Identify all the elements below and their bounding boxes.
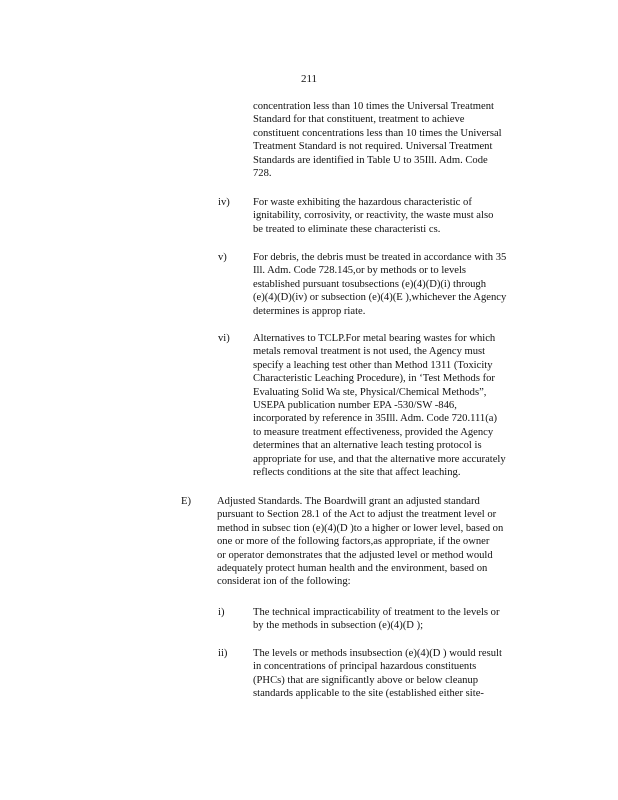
- text-line: 728.: [253, 167, 272, 179]
- text-line: Ill. Adm. Code 728.145,or by methods or to levels: [253, 265, 467, 277]
- text-line: ignitability, corrosivity, or reactivity, the waste must also: [253, 210, 494, 222]
- text-line: one or more of the following factors,as appropriate, if the owner: [217, 536, 490, 548]
- text-line: concentration less than 10 times the Universal Treatment: [253, 101, 494, 112]
- text-line: Alternatives to TCLP.For metal bearing wastes for which: [253, 333, 496, 344]
- text-line: be treated to eliminate these characteristi cs.: [253, 223, 441, 235]
- text-line: constituent concentrations less than 10 times the Universal: [253, 127, 502, 139]
- text-line: to measure treatment effectiveness, provided the Agency: [253, 426, 494, 438]
- item-iv-paragraph: [253, 196, 493, 236]
- text-line: Standards are identified in Table U to 35Ill. Adm. Code: [253, 154, 488, 166]
- item-label-ii: ii): [218, 648, 228, 659]
- text-line: specify a leaching test other than Method 1311 (Toxicity: [253, 359, 493, 371]
- item-label-v: v): [218, 252, 227, 263]
- text-line: adequately protect human health and the environment, based on: [217, 562, 488, 574]
- text-line: For debris, the debris must be treated in accordance with 35: [253, 252, 507, 263]
- text-line: Evaluating Solid Wa ste, Physical/Chemical Methods”,: [253, 386, 487, 398]
- text-line: Adjusted Standards. The Boardwill grant an adjusted standard: [217, 496, 480, 507]
- text-line: The technical impracticability of treatment to the levels or: [253, 607, 500, 618]
- item-label-i: i): [218, 607, 225, 618]
- text-line: For waste exhibiting the hazardous characteristic of: [253, 197, 472, 208]
- text-line: by the methods in subsection (e)(4)(D );: [253, 620, 424, 632]
- section-label-e: E): [181, 496, 191, 507]
- text-line: determines that an alternative leach testing protocol is: [253, 440, 482, 452]
- text-line: established pursuant tosubsections (e)(4)(D)(i) through: [253, 278, 487, 290]
- item-label-vi: vi): [218, 333, 230, 344]
- text-line: (PHCs) that are significantly above or below cleanup: [253, 674, 479, 686]
- text-line: reflects conditions at the site that affect leaching.: [253, 466, 461, 478]
- text-line: incorporated by reference in 35Ill. Adm. Code 720.111(a): [253, 413, 497, 425]
- continuation-paragraph: [253, 100, 502, 180]
- item-vi-paragraph: [253, 332, 506, 479]
- text-line: determines is approp riate.: [253, 305, 366, 317]
- text-line: Standard for that constituent, treatment to achieve: [253, 114, 465, 126]
- page-number: 211: [300, 73, 318, 85]
- text-line: in concentrations of principal hazardous constituents: [253, 661, 477, 673]
- item-label-iv: iv): [218, 197, 230, 208]
- text-line: or operator demonstrates that the adjusted level or method would: [217, 549, 493, 561]
- text-line: Characteristic Leaching Procedure), in ‘Test Methods for: [253, 373, 495, 385]
- item-v-paragraph: [253, 251, 506, 318]
- text-line: considerat ion of the following:: [217, 576, 351, 588]
- text-line: Treatment Standard is not required. Universal Treatment: [253, 141, 493, 153]
- item-ii-paragraph: [253, 647, 502, 701]
- text-line: USEPA publication number EPA -530/SW -846,: [253, 399, 457, 411]
- item-i-paragraph: [253, 606, 500, 633]
- section-e-paragraph: [217, 495, 503, 589]
- text-line: metals removal treatment is not used, the Agency must: [253, 346, 486, 358]
- text-line: pursuant to Section 28.1 of the Act to adjust the treatment level or: [217, 509, 497, 521]
- text-line: standards applicable to the site (established either site-: [253, 688, 484, 700]
- text-line: method in subsec tion (e)(4)(D )to a higher or lower level, based on: [217, 522, 504, 534]
- text-line: appropriate for use, and that the alternative more accurately: [253, 453, 506, 465]
- text-line: (e)(4)(D)(iv) or subsection (e)(4)(E ),whichever the Agency: [253, 292, 507, 304]
- text-line: The levels or methods insubsection (e)(4)(D ) would result: [253, 648, 502, 659]
